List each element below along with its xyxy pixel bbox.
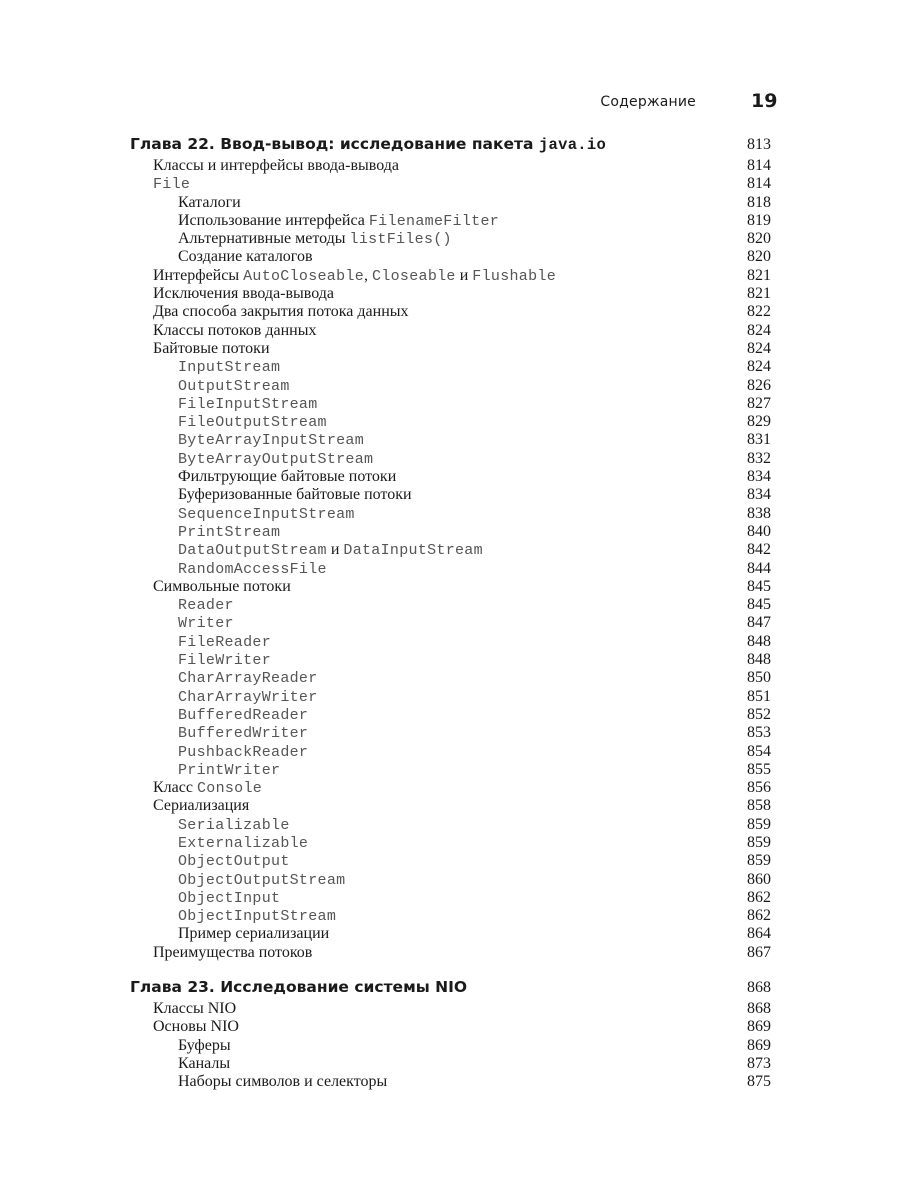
toc-entry: [130, 596, 771, 614]
toc-page-number: 855: [747, 760, 771, 778]
toc-entry: [130, 706, 771, 724]
toc-page-number: 854: [747, 742, 771, 760]
toc-page-number: 821: [747, 266, 771, 284]
code-identifier: InputStream: [178, 359, 281, 377]
toc-page-number: 821: [747, 285, 771, 303]
code-identifier: Console: [196, 780, 263, 798]
toc-page-number: 844: [747, 559, 771, 577]
toc-chapter-entry: [130, 976, 771, 998]
table-of-contents: [130, 133, 771, 1092]
toc-page-number: 824: [747, 339, 771, 357]
code-identifier: Serializable: [178, 816, 290, 834]
toc-page-number: 852: [747, 705, 771, 723]
toc-entry: [130, 797, 771, 815]
toc-page-number: 838: [747, 504, 771, 522]
toc-entry: [130, 1037, 771, 1055]
toc-entry-title: [178, 560, 327, 579]
code-identifier: BufferedReader: [178, 706, 309, 724]
toc-entry-title: [153, 578, 291, 596]
toc-page-number: 820: [747, 248, 771, 266]
title-text: Глава 22. Ввод-вывод: исследование пакета: [130, 135, 539, 153]
toc-entry: [130, 1073, 771, 1091]
code-identifier: listFiles(): [349, 231, 452, 249]
toc-page-number: 859: [747, 815, 771, 833]
toc-entry: [130, 944, 771, 962]
toc-page-number: 873: [747, 1054, 771, 1072]
title-text: Основы NIO: [153, 1018, 239, 1036]
title-text: Исключения ввода-вывода: [153, 285, 335, 303]
toc-page-number: 814: [747, 175, 771, 193]
code-identifier: Reader: [178, 597, 234, 615]
toc-entry: [130, 889, 771, 907]
code-identifier: PushbackReader: [178, 743, 309, 761]
title-text: Буферы: [178, 1036, 231, 1054]
code-identifier: ObjectInputStream: [178, 908, 337, 926]
toc-entry-title: [178, 706, 308, 725]
toc-entry-title: [178, 413, 327, 432]
title-text: и: [326, 541, 344, 559]
toc-entry: [130, 633, 771, 651]
toc-entry-title: [178, 761, 280, 780]
toc-entry: [130, 285, 771, 303]
toc-entry: [130, 395, 771, 413]
title-text: Преимущества потоков: [153, 943, 313, 961]
toc-entry: [130, 724, 771, 742]
toc-entry: [130, 157, 771, 175]
toc-entry-title: [178, 852, 290, 871]
toc-entry: [130, 322, 771, 340]
title-text: Каналы: [178, 1054, 231, 1072]
toc-entry-title: [153, 322, 316, 340]
toc-page-number: 847: [747, 614, 771, 632]
code-identifier: ObjectInput: [178, 889, 281, 907]
title-text: Классы и интерфейсы ввода-вывода: [153, 157, 400, 174]
running-header: [0, 92, 900, 116]
toc-page-number: 831: [747, 431, 771, 449]
code-identifier: PrintWriter: [178, 761, 281, 779]
code-identifier: SequenceInputStream: [178, 505, 355, 523]
toc-entry: [130, 688, 771, 706]
toc-entry: [130, 413, 771, 431]
toc-entry-title: [178, 486, 412, 504]
title-text: Символьные потоки: [153, 577, 291, 595]
toc-entry-title: [178, 1073, 387, 1091]
code-identifier: Writer: [178, 615, 234, 633]
code-identifier: FileOutputStream: [178, 414, 327, 432]
toc-entry: [130, 541, 771, 559]
code-identifier: RandomAccessFile: [178, 560, 327, 578]
toc-entry: [130, 377, 771, 395]
toc-page-number: 858: [747, 797, 771, 815]
toc-page-number: 853: [747, 724, 771, 742]
toc-page-number: 869: [747, 1036, 771, 1054]
title-text: Глава 23. Исследование системы NIO: [130, 978, 468, 997]
toc-page-number: 842: [747, 541, 771, 559]
title-text: Пример сериализации: [178, 925, 330, 943]
title-text: Альтернативные методы: [178, 230, 350, 248]
toc-entry: [130, 468, 771, 486]
code-identifier: FileReader: [178, 633, 272, 651]
toc-entry-title: [178, 688, 318, 707]
toc-entry: [130, 743, 771, 761]
toc-entry-title: [178, 505, 355, 524]
toc-entry: [130, 450, 771, 468]
running-header-title: Содержание: [600, 94, 696, 110]
code-identifier: PrintStream: [178, 523, 281, 541]
toc-entry-title: [178, 248, 313, 266]
toc-entry-title: [178, 724, 308, 743]
toc-entry: [130, 560, 771, 578]
code-identifier: Closeable: [372, 267, 456, 285]
toc-entry: [130, 212, 771, 230]
title-text: Класс: [153, 779, 197, 797]
code-identifier: File: [153, 176, 191, 194]
toc-entry: [130, 816, 771, 834]
toc-entry-title: [153, 175, 190, 194]
toc-page-number: 827: [747, 394, 771, 412]
code-identifier: DataInputStream: [343, 542, 483, 560]
title-text: Два способа закрытия потока данных: [153, 303, 409, 321]
code-identifier: ObjectOutputStream: [178, 871, 346, 889]
toc-page-number: 826: [747, 376, 771, 394]
toc-entry-title: [178, 468, 396, 486]
toc-page-number: 824: [747, 358, 771, 376]
toc-entry: [130, 871, 771, 889]
toc-page-number: 813: [747, 136, 771, 153]
title-text: Каталоги: [178, 193, 241, 211]
toc-chapter-entry: [130, 133, 771, 155]
toc-page-number: 851: [747, 687, 771, 705]
toc-entry-title: [178, 377, 290, 396]
code-identifier: ByteArrayInputStream: [178, 432, 365, 450]
code-identifier: OutputStream: [178, 377, 290, 395]
title-text: Классы потоков данных: [153, 321, 317, 339]
toc-entry-title: [178, 212, 499, 231]
code-identifier: CharArrayWriter: [178, 688, 318, 706]
toc-entry-title: [153, 779, 262, 798]
code-identifier: Externalizable: [178, 834, 309, 852]
toc-page-number: 822: [747, 303, 771, 321]
toc-entry-title: [153, 944, 312, 962]
toc-entry: [130, 578, 771, 596]
toc-page-number: 848: [747, 632, 771, 650]
toc-entry-title: [178, 907, 336, 926]
toc-entry: [130, 907, 771, 925]
toc-page-number: 819: [747, 211, 771, 229]
toc-entry: [130, 248, 771, 266]
toc-entry: [130, 834, 771, 852]
toc-entry: [130, 614, 771, 632]
code-identifier: AutoCloseable: [243, 267, 365, 285]
toc-entry-title: [178, 523, 280, 542]
toc-page-number: 867: [747, 943, 771, 961]
toc-entry-title: [178, 614, 234, 633]
toc-entry-title: [178, 925, 329, 943]
code-identifier: java.io: [538, 136, 607, 154]
title-text: Буферизованные байтовые потоки: [178, 486, 412, 504]
code-identifier: FileWriter: [178, 652, 272, 670]
toc-page-number: 829: [747, 413, 771, 431]
toc-entry-title: [178, 431, 364, 450]
toc-entry-title: [178, 230, 452, 249]
toc-entry-title: [178, 194, 241, 212]
toc-entry-title: [178, 358, 280, 377]
toc-entry-title: [178, 889, 280, 908]
toc-entry-title: [178, 816, 290, 835]
toc-entry-title: [153, 157, 399, 175]
toc-page-number: 850: [747, 669, 771, 687]
code-identifier: ByteArrayOutputStream: [178, 450, 374, 468]
toc-entry-title: [153, 267, 556, 286]
toc-page-number: 820: [747, 230, 771, 248]
toc-entry-title: [178, 450, 373, 469]
toc-entry: [130, 358, 771, 376]
toc-page-number: 859: [747, 852, 771, 870]
toc-entry-title: [178, 834, 308, 853]
toc-entry-title: [178, 871, 345, 890]
title-text: и: [455, 266, 473, 284]
toc-page-number: 848: [747, 651, 771, 669]
toc-entry-title: [178, 541, 483, 560]
toc-entry: [130, 340, 771, 358]
toc-entry-title: [178, 596, 234, 615]
toc-entry-title: [153, 1018, 239, 1036]
code-identifier: DataOutputStream: [178, 542, 327, 560]
toc-entry-title: [153, 797, 249, 815]
title-text: Наборы символов и селекторы: [178, 1073, 388, 1091]
toc-entry-title: [130, 133, 606, 156]
title-text: Классы NIO: [153, 1000, 237, 1018]
toc-entry-title: [153, 303, 409, 321]
toc-entry-title: [153, 285, 334, 303]
toc-page-number: 869: [747, 1018, 771, 1036]
toc-page-number: 868: [747, 979, 771, 997]
toc-entry: [130, 230, 771, 248]
title-text: Создание каталогов: [178, 248, 313, 266]
toc-entry: [130, 1000, 771, 1018]
toc-page-number: 814: [747, 157, 771, 174]
toc-entry: [130, 651, 771, 669]
toc-entry-title: [178, 743, 308, 762]
toc-entry: [130, 852, 771, 870]
toc-entry-title: [178, 669, 318, 688]
toc-page-number: 859: [747, 833, 771, 851]
page-number: 19: [751, 90, 778, 112]
toc-page-number: 845: [747, 596, 771, 614]
toc-entry-title: [153, 1000, 236, 1018]
code-identifier: Flushable: [472, 267, 557, 285]
toc-page-number: 862: [747, 888, 771, 906]
toc-entry: [130, 523, 771, 541]
toc-entry: [130, 194, 771, 212]
code-identifier: FilenameFilter: [368, 212, 500, 230]
toc-entry: [130, 761, 771, 779]
toc-entry-title: [130, 976, 467, 998]
toc-page-number: 862: [747, 907, 771, 925]
title-text: Сериализация: [153, 797, 250, 815]
toc-page-number: 832: [747, 449, 771, 467]
toc-page-number: 868: [747, 1000, 771, 1018]
toc-page-number: 834: [747, 468, 771, 486]
toc-page-number: 824: [747, 321, 771, 339]
toc-entry: [130, 505, 771, 523]
toc-entry-title: [178, 395, 318, 414]
toc-entry: [130, 669, 771, 687]
title-text: ,: [364, 266, 373, 284]
code-identifier: ObjectOutput: [178, 853, 290, 871]
toc-entry-title: [178, 651, 271, 670]
toc-page-number: 860: [747, 870, 771, 888]
toc-page-number: 818: [747, 193, 771, 211]
title-text: Фильтрующие байтовые потоки: [178, 468, 397, 486]
toc-entry-title: [178, 1037, 231, 1055]
toc-entry: [130, 1018, 771, 1036]
code-identifier: CharArrayReader: [178, 670, 318, 688]
code-identifier: FileInputStream: [178, 395, 318, 413]
title-text: Интерфейсы: [153, 266, 244, 284]
toc-page-number: 856: [747, 779, 771, 797]
toc-entry: [130, 267, 771, 285]
toc-entry: [130, 303, 771, 321]
toc-page-number: 840: [747, 522, 771, 540]
toc-entry-title: [153, 340, 270, 358]
toc-entry: [130, 431, 771, 449]
toc-entry-title: [178, 633, 271, 652]
toc-page-number: 845: [747, 577, 771, 595]
toc-entry: [130, 1055, 771, 1073]
toc-page-number: 864: [747, 925, 771, 943]
toc-page-number: 875: [747, 1073, 771, 1091]
toc-entry: [130, 779, 771, 797]
toc-entry: [130, 175, 771, 193]
code-identifier: BufferedWriter: [178, 725, 309, 743]
toc-entry-title: [178, 1055, 230, 1073]
toc-entry: [130, 925, 771, 943]
title-text: Использование интерфейса: [178, 211, 369, 229]
toc-page-number: 834: [747, 486, 771, 504]
title-text: Байтовые потоки: [153, 339, 270, 357]
toc-entry: [130, 486, 771, 504]
